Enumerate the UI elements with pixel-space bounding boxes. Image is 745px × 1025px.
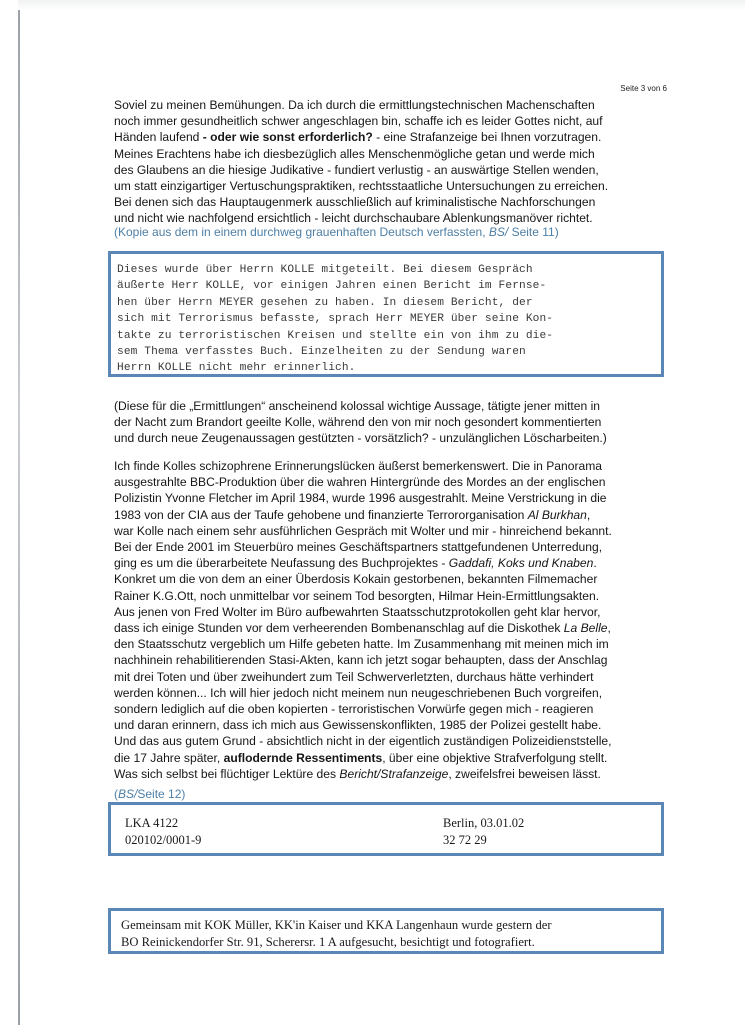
text-line: mit drei Toten und über zweihundert zum Teil Schwerverletzten, durchaus hätte verhindert xyxy=(114,669,594,684)
caption-kopie xyxy=(114,224,670,240)
text-fragment: . xyxy=(593,556,597,571)
text-fragment: ging es um die überarbeitete Neufassung des Buchprojektes - xyxy=(114,556,449,571)
italic-title: Gaddafi, Koks und Knaben xyxy=(448,556,594,571)
paragraph-ermittlungen xyxy=(114,398,670,447)
text-line: und nicht wie nachfolgend ersichtlich - leicht durchschaubare Ablenkungsmanöver richtet. xyxy=(114,211,593,226)
caption-fragment: (Kopie aus dem in einem durchweg grauenhaften Deutsch verfassten, xyxy=(114,225,489,239)
text-line: BO Reinickendorfer Str. 91, Scherersr. 1 A aufgesucht, besichtigt und fotografiert. xyxy=(121,935,535,949)
text-line: um statt einzigartiger Vertuschungspraktiken, rechtsstaatliche Untersuchungen zu erreichen. xyxy=(114,179,609,194)
text-line: Soviel zu meinen Bemühungen. Da ich durch die ermittlungstechnischen Machenschaften xyxy=(114,98,595,112)
bo-visit-box xyxy=(108,908,664,954)
text-line: und durch neue Zeugenaussagen gestützten - vorsätzlich? - unzulänglichen Löscharbeiten.) xyxy=(114,431,607,446)
text-fragment: , über eine objektive Strafverfolgung stellt. xyxy=(382,750,608,765)
text-line xyxy=(114,620,670,636)
italic-title: Al Burkhan xyxy=(527,507,587,522)
text-line: äußerte Herr KOLLE, vor einigen Jahren einen Bericht im Fernse- xyxy=(117,280,547,293)
page-number: Seite 3 von 6 xyxy=(620,84,667,93)
text-line: des Glaubens an die hiesige Judikative - fundiert verlustig - an auswärtige Stellen wenden, xyxy=(114,162,599,177)
page-top-edge xyxy=(18,0,745,10)
text-line: Ich finde Kolles schizophrene Erinnerungslücken äußerst bemerkenswert. Die in Panorama xyxy=(114,459,603,473)
text-line: Polizistin Yvonne Fletcher im April 1984, wurde 1996 ausgestrahlt. Meine Verstrickung in die xyxy=(114,491,607,506)
text-fragment: , xyxy=(607,621,611,636)
text-line xyxy=(114,129,670,145)
text-line: der Nacht zum Brandort geeilte Kolle, während den von mir noch gesondert kommentierten xyxy=(114,415,602,430)
text-line: Bei der Ende 2001 im Steuerbüro meines Geschäftspartners stattgefundenen Unterredung, xyxy=(114,540,603,555)
text-fragment: die 17 Jahre später, xyxy=(114,750,224,765)
caption-fragment: ( xyxy=(114,787,118,801)
paragraph-erinnerungsluecken xyxy=(114,458,670,782)
paragraph-efforts xyxy=(114,97,670,227)
text-line: werden können... Ich will hier jedoch nicht meinem nun neugeschriebenen Buch vorgreifen, xyxy=(114,685,603,700)
text-line: sem Thema verfasstes Buch. Einzelheiten zu der Sendung waren xyxy=(117,346,526,359)
text-line: Rainer K.G.Ott, noch unmittelbar vor seinem Tod besorgten, Hilmar Hein-Ermittlungsakten. xyxy=(114,588,600,603)
caption-fragment: Seite 12) xyxy=(137,787,186,801)
text-line: Meines Erachtens habe ich diesbezüglich alles Menschenmögliche getan und werde mich xyxy=(114,146,595,161)
italic-title: Bericht/Strafanzeige xyxy=(339,766,449,781)
text-fragment: Händen laufend xyxy=(114,130,203,145)
text-line: Konkret um die von dem an einer Überdosis Kokain gestorbenen, bekannten Filmemacher xyxy=(114,572,598,587)
text-line: Herrn KOLLE nicht mehr erinnerlich. xyxy=(117,362,356,375)
text-line: (Diese für die „Ermittlungen“ anscheinend kolossal wichtige Aussage, tätigte jener mitten in xyxy=(114,399,601,413)
text-line: sich mit Terrorismus befasste, sprach Herr MEYER über seine Kon- xyxy=(117,313,554,326)
text-line xyxy=(114,766,670,782)
lka-file-number: 020102/0001-9 xyxy=(125,833,202,847)
typewriter-quote-box xyxy=(108,251,664,377)
text-line: sondern lediglich auf die oben kopierten - terroristischen Vorwürfe gegen mich - reagieren xyxy=(114,702,594,717)
caption-fragment: Seite 11) xyxy=(508,225,559,239)
page-edge xyxy=(18,0,20,1025)
caption-fragment: BS/ xyxy=(488,225,509,239)
text-line: ausgestrahlte BBC-Produktion über die wahren Hintergründe des Mordes an der englischen xyxy=(114,475,606,490)
text-line: takte zu terroristischen Kreisen und stellte ein von ihm zu die- xyxy=(117,329,554,342)
lka-place-date: Berlin, 03.01.02 xyxy=(443,816,525,830)
text-line: Dieses wurde über Herrn KOLLE mitgeteilt. Bei diesem Gespräch xyxy=(117,264,533,276)
text-line: Bei denen sich das Hauptaugenmerk ausschließlich auf kriminalistische Nachforschungen xyxy=(114,195,596,210)
text-fragment: , zweifelsfrei beweisen lässt. xyxy=(448,766,601,781)
lka-phone: 32 72 29 xyxy=(443,833,487,847)
caption-fragment: BS/ xyxy=(118,787,138,801)
text-line: hen über Herrn MEYER gesehen zu haben. In diesem Bericht, der xyxy=(117,296,533,309)
text-line: Gemeinsam mit KOK Müller, KK'in Kaiser und KKA Langenhaun wurde gestern der xyxy=(121,918,552,932)
text-fragment: Was sich selbst bei flüchtiger Lektüre des xyxy=(114,766,340,781)
caption-bs-seite-12 xyxy=(114,786,670,802)
text-line: und daran erinnern, dass ich mich aus Gewissenskonflikten, 1985 der Polizei gestellt habe. xyxy=(114,718,602,733)
bold-emphasis: - oder wie sonst erforderlich? xyxy=(202,130,373,145)
text-line xyxy=(114,507,670,523)
text-line: noch immer gesundheitlich schwer angeschlagen bin, schaffe ich es leider Gottes nicht, auf xyxy=(114,114,603,129)
text-line xyxy=(114,555,670,571)
lka-ref-number: LKA 4122 xyxy=(125,816,179,830)
text-fragment: - eine Strafanzeige bei Ihnen vorzutragen. xyxy=(372,130,602,145)
text-line: war Kolle nach einem sehr ausführlichen Gespräch mit Wolter und mir - hinreichend bekannt. xyxy=(114,523,612,538)
text-line: nachhinein rehabilitierenden Stasi-Akten, kann ich jetzt sogar behaupten, dass der Anschlag xyxy=(114,653,608,668)
text-fragment: , xyxy=(586,507,591,522)
text-line xyxy=(114,750,670,766)
text-line: Aus jenen von Fred Wolter im Büro aufbewahrten Staatsschutzprotokollen geht klar hervor, xyxy=(114,604,601,619)
text-fragment: dass ich einige Stunden vor dem verheerenden Bombenanschlag auf die Diskothek xyxy=(114,621,564,636)
text-fragment: 1983 von der CIA aus der Taufe gehobene und finanzierte Terrororganisation xyxy=(114,507,528,522)
bold-emphasis: auflodernde Ressentiments xyxy=(223,750,383,765)
text-line: den Staatsschutz vergeblich um Hilfe gebeten hatte. Im Zusammenhang mit meinen mich im xyxy=(114,637,609,652)
lka-reference-box xyxy=(108,802,664,856)
text-line: Und das aus gutem Grund - absichtlich nicht in der eigentlich zuständigen Polizeidienststelle, xyxy=(114,734,612,749)
italic-title: La Belle xyxy=(563,621,608,636)
